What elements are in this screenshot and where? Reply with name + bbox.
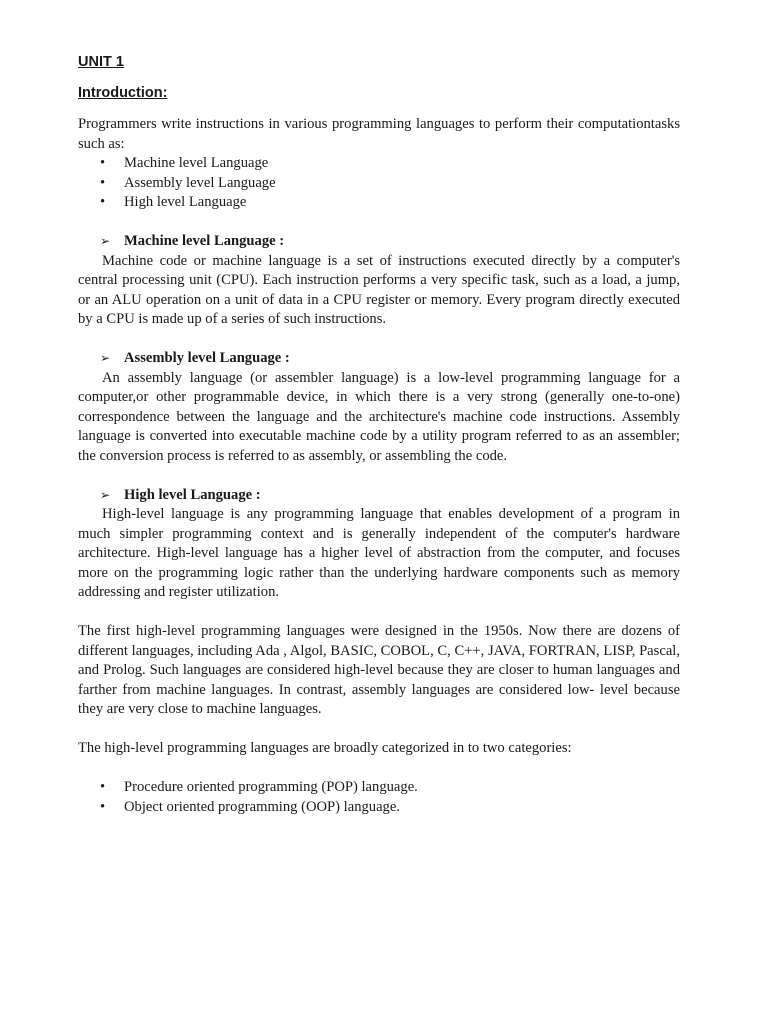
- list-item: [78, 193, 680, 213]
- history-paragraph: The first high-level programming languages were designed in the 1950s. Now there are dozens of different languages, including Ada , Algol, BASIC, COBOL, C, C++, JAVA, FORTRAN, LISP, Pascal, and Prolog. Such languages are considered high-level because they are closer to human languages and farther from machine languages. In contrast, assembly languages are considered low- level because they are very close to machine languages.: [78, 623, 680, 717]
- arrow-bullet-icon: ➢: [100, 234, 111, 248]
- high-section-body: High-level language is any programming language that enables development of a program in much simpler programming context and is generally independent of the computer's hardware architecture. High-level language has a higher level of abstraction from the computer, and focuses more on the programming logic rather than the underlying hardware components such as memory addressing and register utilization.: [78, 506, 680, 600]
- spacer: [78, 759, 680, 779]
- list-item-text: Object oriented programming (OOP) language.: [124, 798, 400, 815]
- spacer: [78, 330, 680, 350]
- assembly-section-body: An assembly language (or assembler language) is a low-level programming language for a computer,or other programmable device, in which there is a very strong (generally one-to-one) correspondence between the language and the architecture's machine code instructions. Assembly language is converted into executable machine code by a utility program referred to as an assembler; the conversion process is referred to as assembly, or assembling the code.: [78, 369, 680, 464]
- intro-paragraph: Programmers write instructions in various programming languages to perform their computationtasks such as:: [78, 116, 680, 152]
- section-title: Machine level Language :: [124, 233, 285, 249]
- list-item-text: High level Language: [124, 194, 247, 210]
- bullet-dot-icon: •: [100, 155, 106, 171]
- categories-list: [78, 778, 680, 817]
- spacer: [78, 603, 680, 623]
- document-body: [78, 115, 680, 817]
- list-item: [78, 154, 680, 174]
- section-title: Assembly level Language :: [124, 350, 290, 366]
- list-item-text: Procedure oriented programming (POP) language.: [124, 779, 418, 795]
- high-section-heading: [78, 486, 680, 506]
- bullet-dot-icon: •: [100, 798, 106, 815]
- list-item-text: Machine level Language: [124, 155, 269, 171]
- list-item: [78, 798, 680, 818]
- bullet-dot-icon: •: [100, 174, 106, 191]
- list-item-text: Assembly level Language: [124, 174, 276, 191]
- arrow-bullet-icon: ➢: [100, 351, 111, 365]
- categories-intro: The high-level programming languages are broadly categorized in to two categories:: [78, 740, 572, 756]
- bullet-dot-icon: •: [100, 779, 106, 795]
- spacer: [78, 213, 680, 233]
- section-title: High level Language :: [124, 486, 261, 503]
- machine-section-body: Machine code or machine language is a set of instructions executed directly by a computer's central processing unit (CPU). Each instruction performs a very specific task, such as a load, a jump, or an ALU operation on a unit of data in a CPU register or memory. Every program directly executed by a CPU is made up of a series of such instructions.: [78, 252, 680, 327]
- arrow-bullet-icon: ➢: [100, 487, 111, 502]
- unit-title: UNIT 1: [78, 54, 124, 70]
- introduction-heading: Introduction:: [78, 85, 168, 101]
- spacer: [78, 720, 680, 740]
- bullet-dot-icon: •: [100, 194, 106, 210]
- list-item: [78, 174, 680, 194]
- language-levels-list: [78, 154, 680, 213]
- list-item: [78, 778, 680, 798]
- spacer: [78, 466, 680, 486]
- machine-section-heading: [78, 232, 680, 252]
- assembly-section-heading: [78, 349, 680, 369]
